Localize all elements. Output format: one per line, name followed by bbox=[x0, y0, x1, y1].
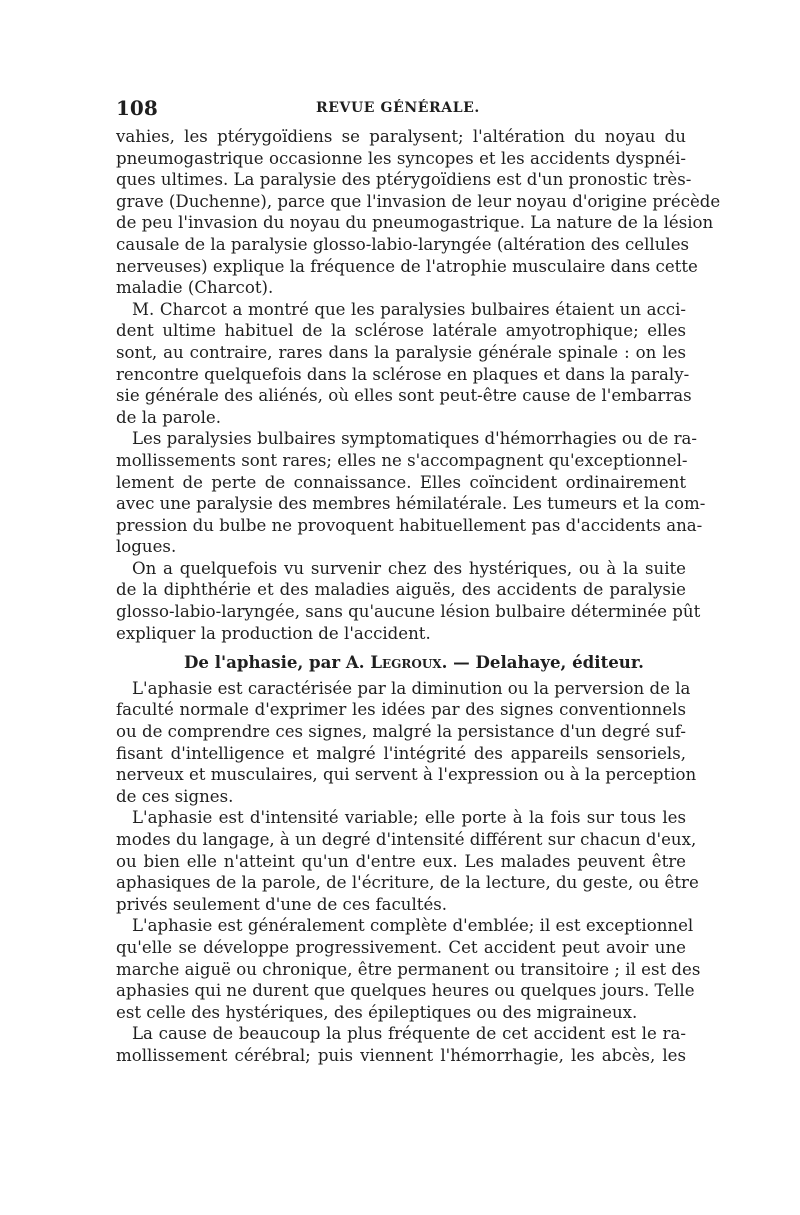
text-line: causale de la paralysie glosso-labio-laryngée (altération des cellules bbox=[116, 234, 690, 254]
paragraph-aphasia-onset bbox=[116, 915, 701, 1023]
text-line: mollissements sont rares; elles ne s'accompagnent qu'exceptionnel- bbox=[116, 450, 688, 470]
text-line: dent ultime habituel de la sclérose latérale amyotrophique; elles bbox=[116, 321, 686, 341]
running-title: REVUE GÉNÉRALE. bbox=[316, 100, 480, 116]
text-line: pression du bulbe ne provoquent habituellement pas d'accidents ana- bbox=[116, 515, 703, 535]
text-line: qu'elle se développe progressivement. Cet accident peut avoir une bbox=[116, 937, 686, 957]
paragraph-aphasia-cause bbox=[116, 1023, 686, 1066]
text-line: privés seulement d'une de ces facultés. bbox=[116, 894, 448, 914]
page-number: 108 bbox=[116, 96, 158, 120]
text-line: de la parole. bbox=[116, 407, 222, 427]
text-line: modes du langage, à un degré d'intensité différent sur chacun d'eux, bbox=[116, 830, 697, 849]
text-line: rencontre quelquefois dans la sclérose en plaques et dans la paraly- bbox=[116, 364, 690, 384]
text-line: logues. bbox=[116, 537, 177, 557]
text-line: avec une paralysie des membres hémilatérale. Les tumeurs et la com- bbox=[116, 494, 706, 514]
paragraph-aphasia-intensity bbox=[116, 807, 699, 915]
text-line: aphasies qui ne durent que quelques heures ou quelques jours. Telle bbox=[116, 981, 695, 1001]
heading-title: De l'aphasie, par A. bbox=[184, 652, 371, 673]
text-line: aphasiques de la parole, de l'écriture, de la lecture, du geste, ou être bbox=[116, 873, 699, 893]
text-line: fisant d'intelligence et malgré l'intégrité des appareils sensoriels, bbox=[116, 743, 686, 763]
heading-publisher: . — Delahaye, éditeur. bbox=[441, 652, 644, 673]
text-line: L'aphasie est généralement complète d'emblée; il est exceptionnel bbox=[132, 916, 694, 936]
text-line: On a quelquefois vu survenir chez des hystériques, ou à la suite bbox=[132, 558, 686, 578]
text-line: sont, au contraire, rares dans la paralysie générale spinale : on les bbox=[116, 342, 686, 362]
text-line: de ces signes. bbox=[116, 786, 234, 806]
text-line: pneumogastrique occasionne les syncopes et les accidents dyspnéi- bbox=[116, 148, 686, 168]
text-line: lement de perte de connaissance. Elles coïncident ordinairement bbox=[116, 472, 686, 492]
text-line: Les paralysies bulbaires symptomatiques d'hémorrhagies ou de ra- bbox=[132, 429, 697, 449]
text-line: faculté normale d'exprimer les idées par des signes conventionnels bbox=[116, 700, 686, 720]
paragraph-bulbar-paralysis-end bbox=[116, 126, 721, 299]
text-line: La cause de beaucoup la plus fréquente de cet accident est le ra- bbox=[132, 1024, 686, 1044]
text-line: nerveux et musculaires, qui servent à l'expression ou à la perception bbox=[116, 765, 697, 785]
paragraph-aphasia-definition bbox=[116, 678, 697, 808]
heading-author: Legroux bbox=[370, 652, 442, 673]
paragraph-symptomatic-paralysis bbox=[116, 428, 706, 558]
text-line: nerveuses) explique la fréquence de l'atrophie musculaire dans cette bbox=[116, 256, 698, 276]
paragraph-charcot bbox=[116, 299, 692, 429]
text-line: ques ultimes. La paralysie des ptérygoïdiens est d'un pronostic très- bbox=[116, 170, 692, 190]
text-line: glosso-labio-laryngée, sans qu'aucune lésion bulbaire déterminée pût bbox=[116, 602, 701, 622]
text-line: expliquer la production de l'accident. bbox=[116, 623, 431, 643]
text-line: est celle des hystériques, des épileptiques ou des migraineux. bbox=[116, 1002, 638, 1022]
text-line: sie générale des aliénés, où elles sont peut-être cause de l'embarras bbox=[116, 386, 692, 406]
text-line: vahies, les ptérygoïdiens se paralysent; l'altération du noyau du bbox=[116, 127, 686, 146]
paragraph-hysteria bbox=[116, 558, 701, 644]
text-line: grave (Duchenne), parce que l'invasion de leur noyau d'origine précède bbox=[116, 191, 721, 211]
text-line: L'aphasie est caractérisée par la diminution ou la perversion de la bbox=[132, 678, 691, 698]
page bbox=[116, 96, 721, 1067]
text-line: mollissement cérébral; puis viennent l'hémorrhagie, les abcès, les bbox=[116, 1045, 686, 1065]
text-line: M. Charcot a montré que les paralysies bulbaires étaient un acci- bbox=[132, 299, 686, 319]
text-line: L'aphasie est d'intensité variable; elle porte à la fois sur tous les bbox=[132, 808, 686, 828]
section-heading bbox=[116, 652, 686, 674]
text-line: marche aiguë ou chronique, être permanent ou transitoire ; il est des bbox=[116, 959, 701, 979]
page-header bbox=[116, 96, 686, 126]
text-line: de la diphthérie et des maladies aiguës, des accidents de paralysie bbox=[116, 580, 686, 600]
text-line: de peu l'invasion du noyau du pneumogastrique. La nature de la lésion bbox=[116, 213, 714, 233]
text-line: ou de comprendre ces signes, malgré la persistance d'un degré suf- bbox=[116, 722, 687, 742]
text-line: ou bien elle n'atteint qu'un d'entre eux. Les malades peuvent être bbox=[116, 851, 686, 871]
text-line: maladie (Charcot). bbox=[116, 278, 274, 298]
